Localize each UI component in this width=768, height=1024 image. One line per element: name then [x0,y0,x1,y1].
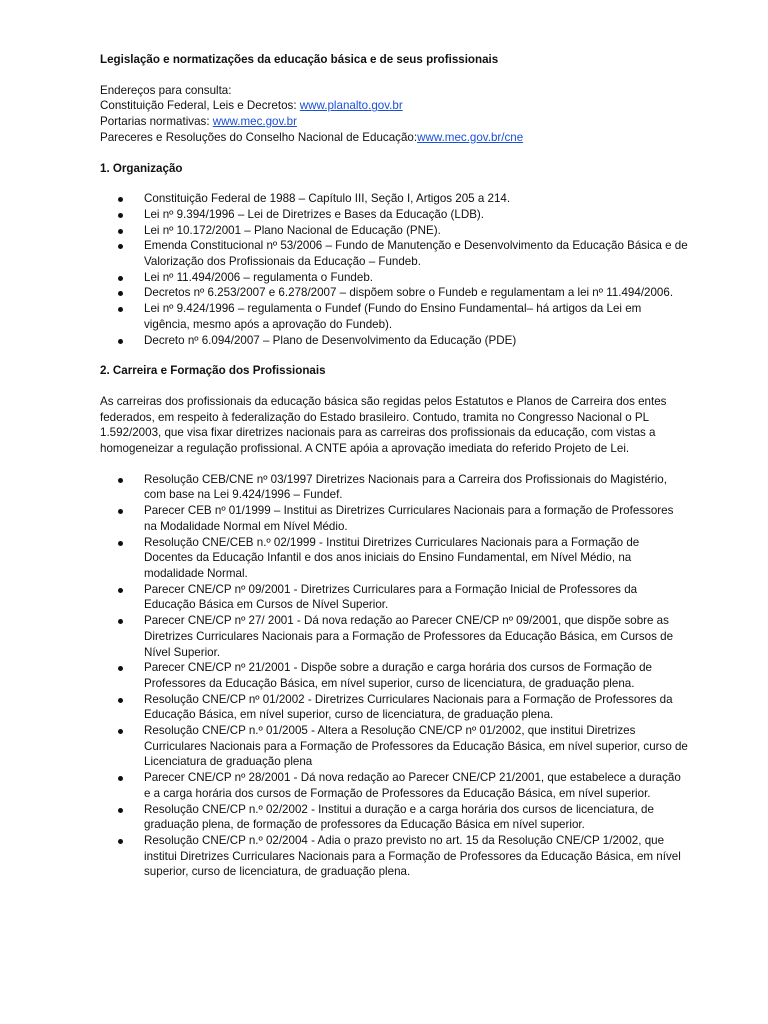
list-item: Lei nº 11.494/2006 – regulamenta o Fundeb. [144,270,688,286]
section-heading-organizacao: 1. Organização [100,161,183,175]
list-item: Lei nº 9.424/1996 – regulamenta o Fundef (Fundo do Ensino Fundamental– há artigos da Lei em vigência, mesmo após a aprovação do Fundeb). [144,301,688,332]
list-item: Lei nº 10.172/2001 – Plano Nacional de Educação (PNE). [144,223,688,239]
list-item: Resolução CNE/CEB n.º 02/1999 - Institui Diretrizes Curriculares Nacionais para a Formação de Docentes da Educação Infantil e dos anos iniciais do Ensino Fundamental, em Nível Médio, na modalidade Normal. [144,535,688,582]
section-heading-carreira: 2. Carreira e Formação dos Profissionais [100,364,326,378]
list-item: Parecer CNE/CP nº 09/2001 - Diretrizes Curriculares para a Formação Inicial de Professores da Educação Básica em Cursos de Nível Superior. [144,582,688,613]
reference-label: Pareceres e Resoluções do Conselho Nacional de Educação: [100,130,418,144]
list-item: Emenda Constitucional nº 53/2006 – Fundo de Manutenção e Desenvolvimento da Educação Básica e de Valorização dos Profissionais da Educação – Fundeb. [144,239,688,269]
reference-label: Portarias normativas: [100,115,213,129]
reference-line-planalto [100,98,688,114]
reference-label: Constituição Federal, Leis e Decretos: [100,99,300,113]
mec-link[interactable]: www.mec.gov.br [212,115,297,129]
references-heading: Endereços para consulta: [100,83,232,97]
list-item: Resolução CNE/CP n.º 02/2004 - Adia o prazo previsto no art. 15 da Resolução CNE/CP 1/2002, que institui Diretrizes Curriculares Nacionais para a Formação de Professores da Educação Básica, em nível superior, curso de licenciatura, de graduação plena. [144,833,688,880]
list-item: Constituição Federal de 1988 – Capítulo III, Seção I, Artigos 205 a 214. [144,191,688,207]
list-item: Parecer CNE/CP nº 21/2001 - Dispõe sobre a duração e carga horária dos cursos de Formação de Professores da Educação Básica, em nível superior, curso de licenciatura, de graduação plena. [144,660,688,691]
reference-line-cne [100,130,688,146]
mec-cne-link[interactable]: www.mec.gov.br/cne [417,130,524,144]
list-item: Lei nº 9.394/1996 – Lei de Diretrizes e Bases da Educação (LDB). [144,207,688,223]
list-item: Decreto nº 6.094/2007 – Plano de Desenvolvimento da Educação (PDE) [144,333,688,349]
organizacao-list [100,191,688,348]
reference-addresses [100,83,688,146]
list-item: Parecer CNE/CP nº 28/2001 - Dá nova redação ao Parecer CNE/CP 21/2001, que estabelece a duração e a carga horária dos cursos de Formação de Professores da Educação Básica, em nível superior. [144,770,688,801]
planalto-link[interactable]: www.planalto.gov.br [299,99,403,113]
reference-line-mec [100,114,688,130]
list-item: Resolução CNE/CP n.º 01/2005 - Altera a Resolução CNE/CP nº 01/2002, que institui Diretrizes Curriculares Nacionais para a Formação de Professores da Educação Básica, em nível superior, curso de Licenciatura de graduação plena [144,724,688,769]
list-item: Parecer CNE/CP nº 27/ 2001 - Dá nova redação ao Parecer CNE/CP nº 09/2001, que dispõe sobre as Diretrizes Curriculares Nacionais para a Formação de Professores da Educação Básica, em Cursos de Nível Superior. [144,613,688,660]
carreira-paragraph: As carreiras dos profissionais da educação básica são regidas pelos Estatutos e Planos de Carreira dos entes federados, em respeito à federalização do Estado brasileiro. Contudo, tramita no Congresso Nacional o PL 1.592/2003, que visa fixar diretrizes nacionais para as carreiras dos profissionais da educação, com vistas a homogeneizar a regulação profissional. A CNTE apóia a aprovação imediata do referido Projeto de Lei. [100,394,667,456]
carreira-list [100,472,688,880]
list-item: Parecer CEB nº 01/1999 – Institui as Diretrizes Curriculares Nacionais para a formação de Professores na Modalidade Normal em Nível Médio. [144,503,688,534]
list-item: Resolução CNE/CP n.º 02/2002 - Institui a duração e a carga horária dos cursos de licenciatura, de graduação plena, de formação de professores da Educação Básica em nível superior. [144,802,688,833]
list-item: Resolução CNE/CP nº 01/2002 - Diretrizes Curriculares Nacionais para a Formação de Professores da Educação Básica, em nível superior, curso de licenciatura, de graduação plena. [144,692,688,723]
document-title: Legislação e normatizações da educação básica e de seus profissionais [100,53,499,66]
list-item: Decretos nº 6.253/2007 e 6.278/2007 – dispõem sobre o Fundeb e regulamentam a lei nº 11.494/2006. [144,285,688,301]
list-item: Resolução CEB/CNE nº 03/1997 Diretrizes Nacionais para a Carreira dos Profissionais do Magistério, com base na Lei 9.424/1996 – Fundef. [144,472,688,503]
